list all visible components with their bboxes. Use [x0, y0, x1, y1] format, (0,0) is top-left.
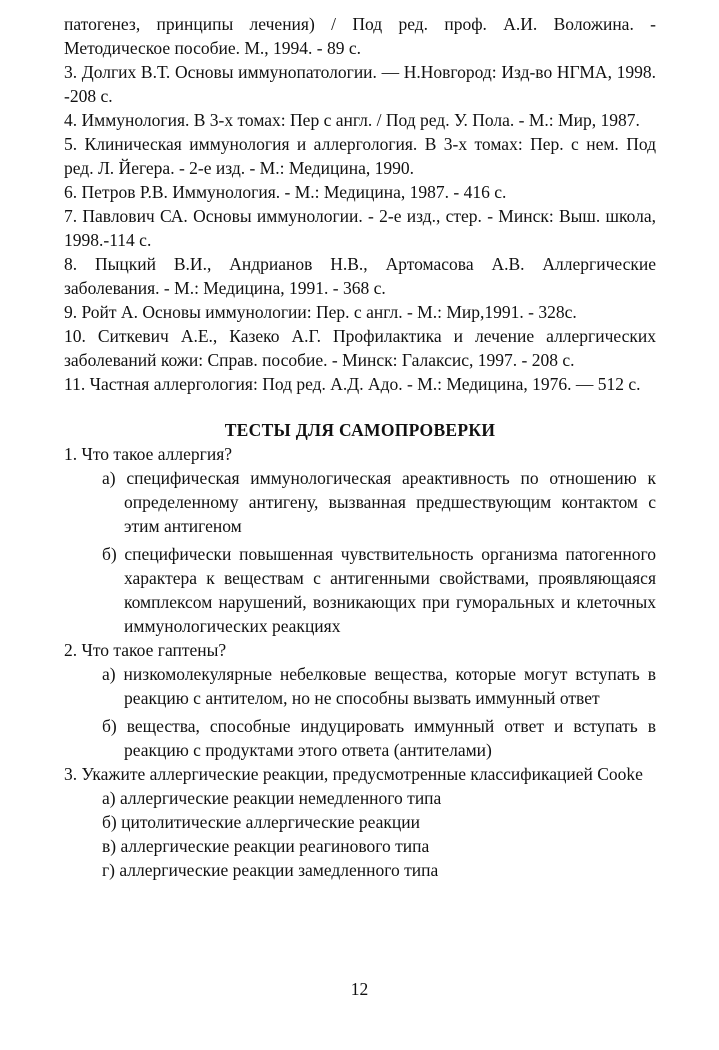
- reference-item: патогенез, принципы лечения) / Под ред. проф. А.И. Воложина. - Методическое пособие. М., 1994. - 89 с.: [64, 14, 656, 58]
- reference-item: 6. Петров Р.В. Иммунология. - М.: Медицина, 1987. - 416 с.: [64, 182, 507, 202]
- answer-option: б) вещества, способные индуцировать иммунный ответ и вступать в реакцию с продуктами этого ответа (антителами): [102, 716, 656, 760]
- reference-item: 11. Частная аллергология: Под ред. А.Д. Адо. - М.: Медицина, 1976. — 512 с.: [64, 374, 641, 394]
- reference-item: 10. Ситкевич А.Е., Казеко А.Г. Профилактика и лечение аллергических заболеваний кожи: Справ. пособие. - Минск: Галаксис, 1997. - 208 с.: [64, 326, 656, 370]
- question-text: 1. Что такое аллергия?: [64, 444, 233, 464]
- page-number: 12: [350, 979, 369, 999]
- answer-option: а) аллергические реакции немедленного типа: [102, 788, 442, 808]
- test-question-3: [64, 762, 656, 882]
- reference-item: 9. Ройт А. Основы иммунологии: Пер. с англ. - М.: Мир,1991. - 328с.: [64, 302, 577, 322]
- section-heading: ТЕСТЫ ДЛЯ САМОПРОВЕРКИ: [224, 420, 496, 440]
- reference-item: 3. Долгих В.Т. Основы иммунопатологии. — Н.Новгород: Изд-во НГМА, 1998. -208 с.: [64, 62, 656, 106]
- answer-option: в) аллергические реакции реагинового типа: [102, 836, 430, 856]
- test-question-1: [64, 442, 656, 638]
- reference-list: [64, 12, 656, 396]
- reference-item: 5. Клиническая иммунология и аллергология. В 3-х томах: Пер. с нем. Под ред. Л. Йегера. - 2-е изд. - М.: Медицина, 1990.: [64, 134, 656, 178]
- reference-item: 8. Пыцкий В.И., Андрианов Н.В., Артомасова А.В. Аллергические заболевания. - М.: Медицина, 1991. - 368 с.: [64, 254, 656, 298]
- page-content: [64, 12, 656, 882]
- answer-option: б) цитолитические аллергические реакции: [102, 812, 420, 832]
- answer-option: а) специфическая иммунологическая ареактивность по отношению к определенному антигену, вызванная предшествующим контактом с этим антигеном: [102, 468, 656, 536]
- test-question-2: [64, 638, 656, 762]
- reference-item: 4. Иммунология. В 3-х томах: Пер с англ. / Под ред. У. Пола. - М.: Мир, 1987.: [64, 110, 640, 130]
- question-text: 2. Что такое гаптены?: [64, 640, 227, 660]
- reference-item: 7. Павлович СА. Основы иммунологии. - 2-е изд., стер. - Минск: Выш. школа, 1998.-114 с.: [64, 206, 656, 250]
- answer-option: а) низкомолекулярные небелковые вещества, которые могут вступать в реакцию с антителом, но не способны вызвать иммунный ответ: [102, 664, 656, 708]
- answer-option: б) специфически повышенная чувствительность организма патогенного характера к веществам с антигенными свойствами, проявляющаяся комплексом нарушений, возникающих при гуморальных и клеточных иммунологических реакциях: [102, 544, 656, 636]
- question-text: 3. Укажите аллергические реакции, предусмотренные классификацией Cooke: [64, 764, 643, 784]
- answer-option: г) аллергические реакции замедленного типа: [102, 860, 439, 880]
